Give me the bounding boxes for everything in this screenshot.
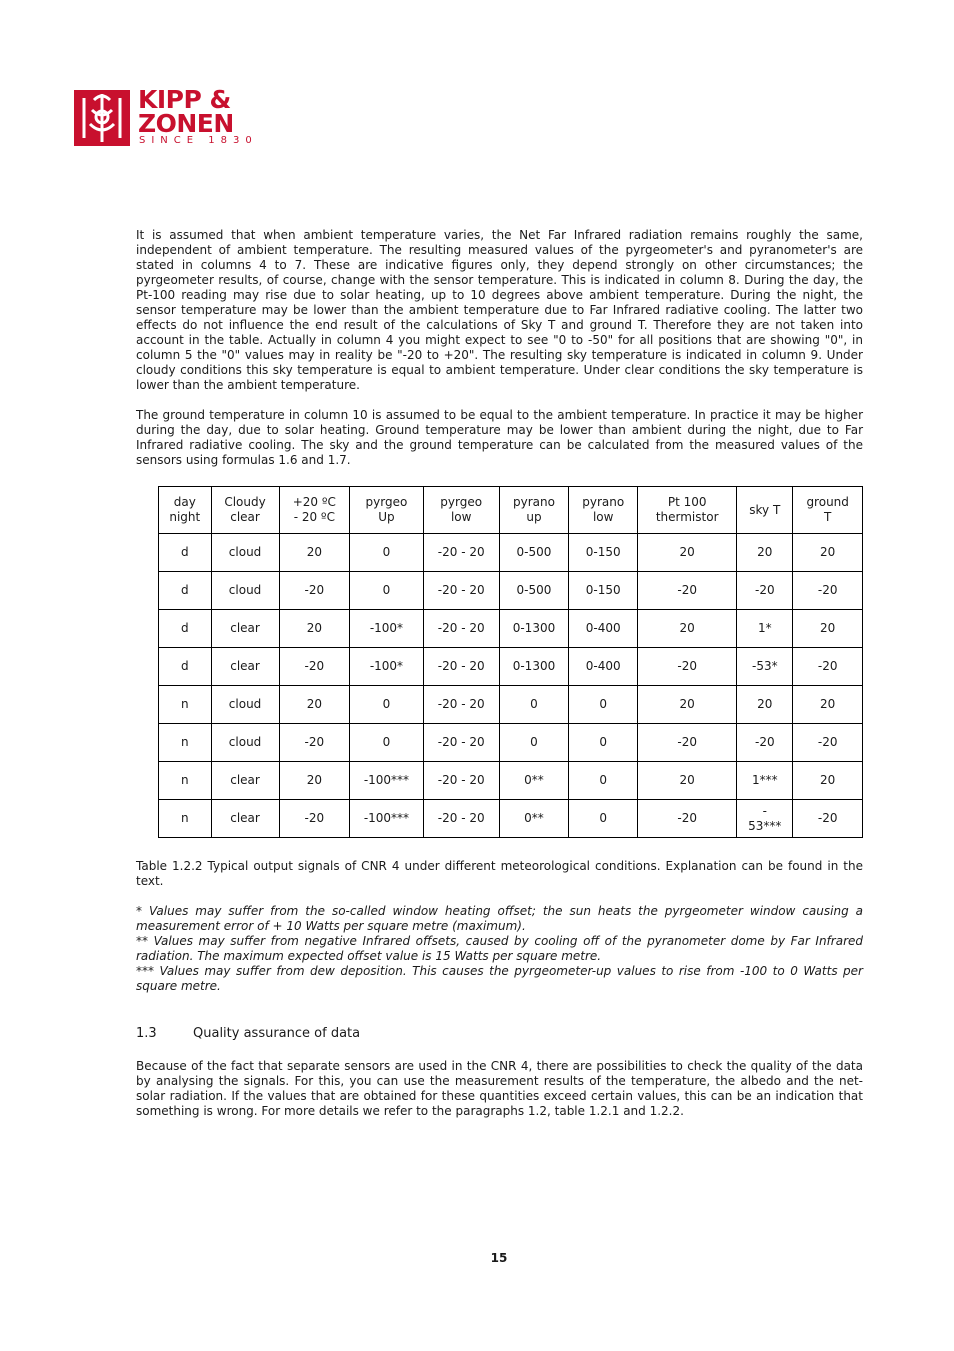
table-cell: cloud [211, 534, 279, 572]
table-cell: -20 [737, 572, 793, 610]
table-row [159, 686, 863, 724]
table-cell: 0-500 [499, 534, 569, 572]
table-cell: 0 [350, 534, 424, 572]
table-cell: 1* [737, 610, 793, 648]
table-cell: 20 [793, 534, 863, 572]
table-cell: -20 [279, 724, 350, 762]
table-row [159, 610, 863, 648]
table-cell: d [159, 610, 212, 648]
table-cell: -20 - 20 [423, 686, 499, 724]
quality-assurance-paragraph: Because of the fact that separate sensors are used in the CNR 4, there are possibilities to check the quality of the data by analysing the signals. For this, you can use the measurement results of the temperature, the albedo and the net-solar radiation. If the values that are obtained for these quantities exceed certain values, this can be an indication that something is wrong. For more details we refer to the paragraphs 1.2, table 1.2.1 and 1.2.2. [136, 1059, 863, 1118]
table-cell: clear [211, 610, 279, 648]
table-cell: -100*** [350, 762, 424, 800]
table-cell: cloud [211, 572, 279, 610]
table-cell: 0 [350, 686, 424, 724]
table-cell: -20 [279, 572, 350, 610]
page-number: 15 [490, 1251, 508, 1265]
table-cell: 0 [569, 686, 638, 724]
table-cell: 0-400 [569, 610, 638, 648]
table-cell: -100* [350, 648, 424, 686]
table-cell: 0-150 [569, 572, 638, 610]
table-cell: cloud [211, 724, 279, 762]
table-cell: 20 [793, 610, 863, 648]
table-row [159, 800, 863, 838]
table-cell: d [159, 534, 212, 572]
column-header: Cloudy clear [211, 487, 279, 534]
table-cell: -100* [350, 610, 424, 648]
table-row [159, 572, 863, 610]
column-header: +20 ºC - 20 ºC [279, 487, 350, 534]
column-header: ground T [793, 487, 863, 534]
table-cell: n [159, 800, 212, 838]
table-cell: 0 [499, 724, 569, 762]
table-cell: -20 [793, 648, 863, 686]
table-cell: -20 [279, 800, 350, 838]
table-cell: -20 - 20 [423, 724, 499, 762]
table-cell: -20 [638, 648, 737, 686]
section-title: Quality assurance of data [193, 1026, 361, 1041]
table-cell: d [159, 648, 212, 686]
table-cell: clear [211, 762, 279, 800]
intro-paragraph: It is assumed that when ambient temperature varies, the Net Far Infrared radiation remains roughly the same, independent of ambient temperature. The resulting measured values of the pyrgeometer's and pyranometer's are stated in columns 4 to 7. These are indicative figures only, they depend strongly on other circumstances; the pyrgeometer results, of course, change with the sensor temperature. This is indicated in column 8. During the day, the Pt-100 reading may rise due to solar heating, up to 10 degrees above ambient temperature. During the night, the sensor temperature may be lower than the ambient temperature due to Far Infrared radiative cooling. The latter two effects do not influence the end result of the calculations of Sky T and ground T. Therefore they are not taken into account in the table. Actually in column 4 you might expect to see "0 to -50" for all positions that are showing "0", in column 5 the "0" values may in reality be "-20 to +20". The resulting sky temperature is indicated in column 9. Under cloudy conditions this sky temperature is equal to ambient temperature. Under clear conditions the sky temperature is lower than the ambient temperature. [136, 228, 863, 392]
table-cell: -20 [793, 724, 863, 762]
table-cell: 0-150 [569, 534, 638, 572]
table-cell: -100*** [350, 800, 424, 838]
table-cell: 20 [279, 534, 350, 572]
table-cell: 0 [499, 686, 569, 724]
footnote: ** Values may suffer from negative Infrared offsets, caused by cooling off of the pyranometer dome by Far Infrared radiation. The maximum expected offset value is 15 Watts per square metre. [136, 934, 863, 963]
table-cell: 20 [737, 686, 793, 724]
table-cell: 0-500 [499, 572, 569, 610]
table-cell: -20 [793, 572, 863, 610]
table-cell: - 53*** [737, 800, 793, 838]
table-cell: 0 [569, 724, 638, 762]
table-cell: 0 [350, 572, 424, 610]
table-cell: 0-1300 [499, 610, 569, 648]
column-header: pyrgeo low [423, 487, 499, 534]
table-cell: 1*** [737, 762, 793, 800]
logo-wordmark: KIPP & ZONEN [138, 85, 234, 138]
table-cell: 0** [499, 762, 569, 800]
table-cell: 0 [569, 800, 638, 838]
table-cell: 20 [279, 686, 350, 724]
column-header: pyrano low [569, 487, 638, 534]
table-cell: -20 - 20 [423, 800, 499, 838]
output-signals-table [158, 486, 863, 838]
table-cell: 20 [279, 610, 350, 648]
table-cell: n [159, 686, 212, 724]
table-row [159, 648, 863, 686]
table-row [159, 534, 863, 572]
column-header: pyrgeo Up [350, 487, 424, 534]
table-cell: 20 [638, 762, 737, 800]
table-cell: 0 [569, 762, 638, 800]
table-cell: -53* [737, 648, 793, 686]
logo-tagline: SINCE 1830 [139, 135, 258, 146]
table-cell: -20 [737, 724, 793, 762]
table-caption: Table 1.2.2 Typical output signals of CNR 4 under different meteorological conditions. Explanation can be found in the text. [136, 859, 863, 888]
table-cell: -20 [279, 648, 350, 686]
table-cell: cloud [211, 686, 279, 724]
kipp-zonen-logo [74, 85, 264, 148]
table-cell: d [159, 572, 212, 610]
footnotes [136, 904, 863, 994]
table-cell: -20 [638, 572, 737, 610]
table-row [159, 762, 863, 800]
table-cell: 0** [499, 800, 569, 838]
column-header: pyrano up [499, 487, 569, 534]
table-cell: -20 [638, 800, 737, 838]
section-heading [136, 1026, 360, 1041]
table-cell: -20 - 20 [423, 534, 499, 572]
table-header-row [159, 487, 863, 534]
table-cell: 20 [279, 762, 350, 800]
section-number: 1.3 [136, 1026, 157, 1041]
ground-temperature-paragraph: The ground temperature in column 10 is assumed to be equal to the ambient temperature. In practice it may be higher during the day, due to solar heating. Ground temperature may be lower than ambient during the night, due to Far Infrared radiative cooling. The sky and the ground temperature can be calculated from the measured values of the sensors using formulas 1.6 and 1.7. [136, 408, 863, 467]
table-row [159, 724, 863, 762]
table-cell: clear [211, 648, 279, 686]
table-cell: 20 [638, 534, 737, 572]
table-cell: 20 [638, 686, 737, 724]
table-cell: 20 [793, 762, 863, 800]
column-header: Pt 100 thermistor [638, 487, 737, 534]
table-cell: 0-1300 [499, 648, 569, 686]
table-cell: -20 - 20 [423, 648, 499, 686]
table-cell: n [159, 724, 212, 762]
table-cell: -20 - 20 [423, 762, 499, 800]
table-cell: -20 - 20 [423, 572, 499, 610]
table-cell: -20 [793, 800, 863, 838]
column-header: sky T [737, 487, 793, 534]
footnote: * Values may suffer from the so-called window heating offset; the sun heats the pyrgeometer window causing a measurement error of + 10 Watts per square metre (maximum). [136, 904, 863, 933]
table-cell: 0-400 [569, 648, 638, 686]
table-cell: 0 [350, 724, 424, 762]
table-cell: -20 - 20 [423, 610, 499, 648]
table-cell: clear [211, 800, 279, 838]
table-cell: 20 [793, 686, 863, 724]
logo-emblem-icon [74, 90, 130, 146]
table-cell: -20 [638, 724, 737, 762]
column-header: day night [159, 487, 212, 534]
footnote: *** Values may suffer from dew deposition. This causes the pyrgeometer-up values to rise from -100 to 0 Watts per square metre. [136, 964, 863, 993]
table-cell: n [159, 762, 212, 800]
table-cell: 20 [737, 534, 793, 572]
table-cell: 20 [638, 610, 737, 648]
